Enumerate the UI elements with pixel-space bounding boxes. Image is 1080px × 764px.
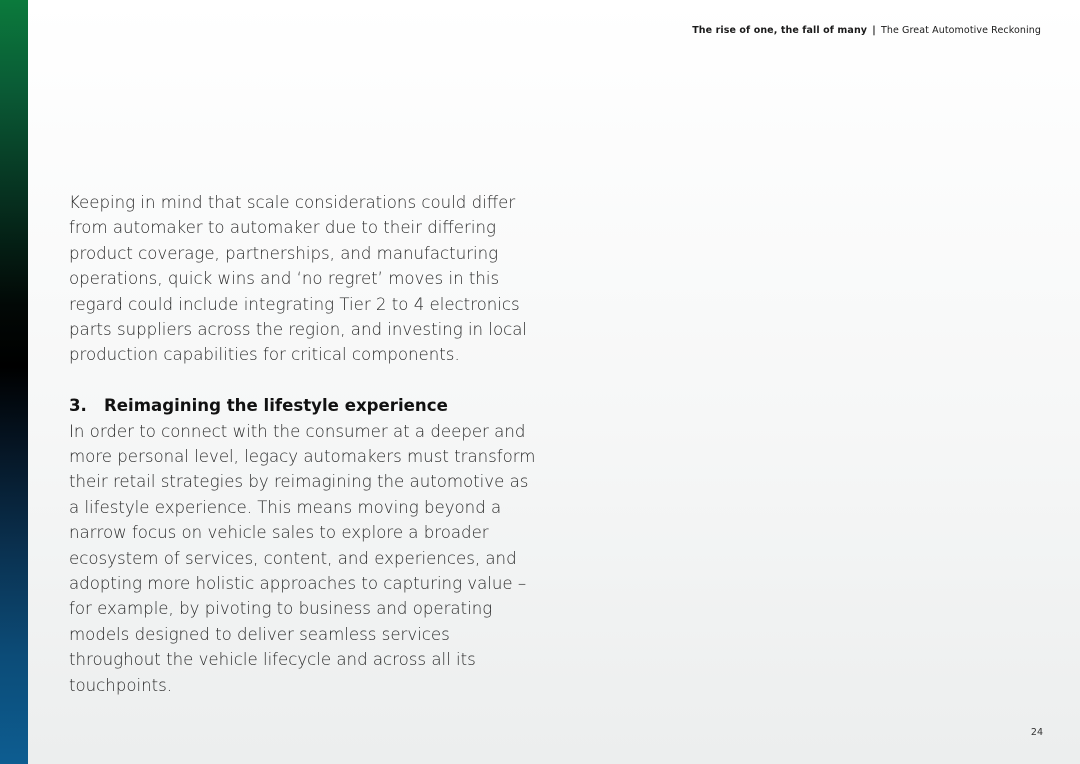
paragraph-2: In order to connect with the consumer at a deeper and more personal level, legacy automakers must transform their retail strategies by reimagining the automotive as a lifestyle experience. This means moving beyond a narrow focus on vehicle sales to explore a broader ecosystem of services, content, and experiences, and adopting more holistic approaches to capturing value – for example, by pivoting to business and operating models designed to deliver seamless services throughout the vehicle lifecycle and across all its touchpoints. (69, 421, 536, 695)
side-color-bar (0, 0, 28, 764)
page-number: 24 (1030, 727, 1043, 738)
header-title: The rise of one, the fall of many (692, 25, 868, 36)
header-subtitle: The Great Automotive Reckoning (880, 25, 1041, 36)
body-text (69, 190, 537, 698)
running-header (692, 25, 1041, 36)
paragraph-1: Keeping in mind that scale considerations could differ from automaker to automaker due to their differing product coverage, partnerships, and manufacturing operations, quick wins and ‘no regret’ moves in this regard could include integrating Tier 2 to 4 electronics parts suppliers across the region, and investing in local production capabilities for critical components. (69, 193, 528, 365)
section-heading-text: Reimagining the lifestyle experience (104, 396, 448, 416)
section-number: 3. (69, 396, 87, 416)
header-separator: | (872, 25, 876, 36)
section-heading (69, 393, 537, 418)
